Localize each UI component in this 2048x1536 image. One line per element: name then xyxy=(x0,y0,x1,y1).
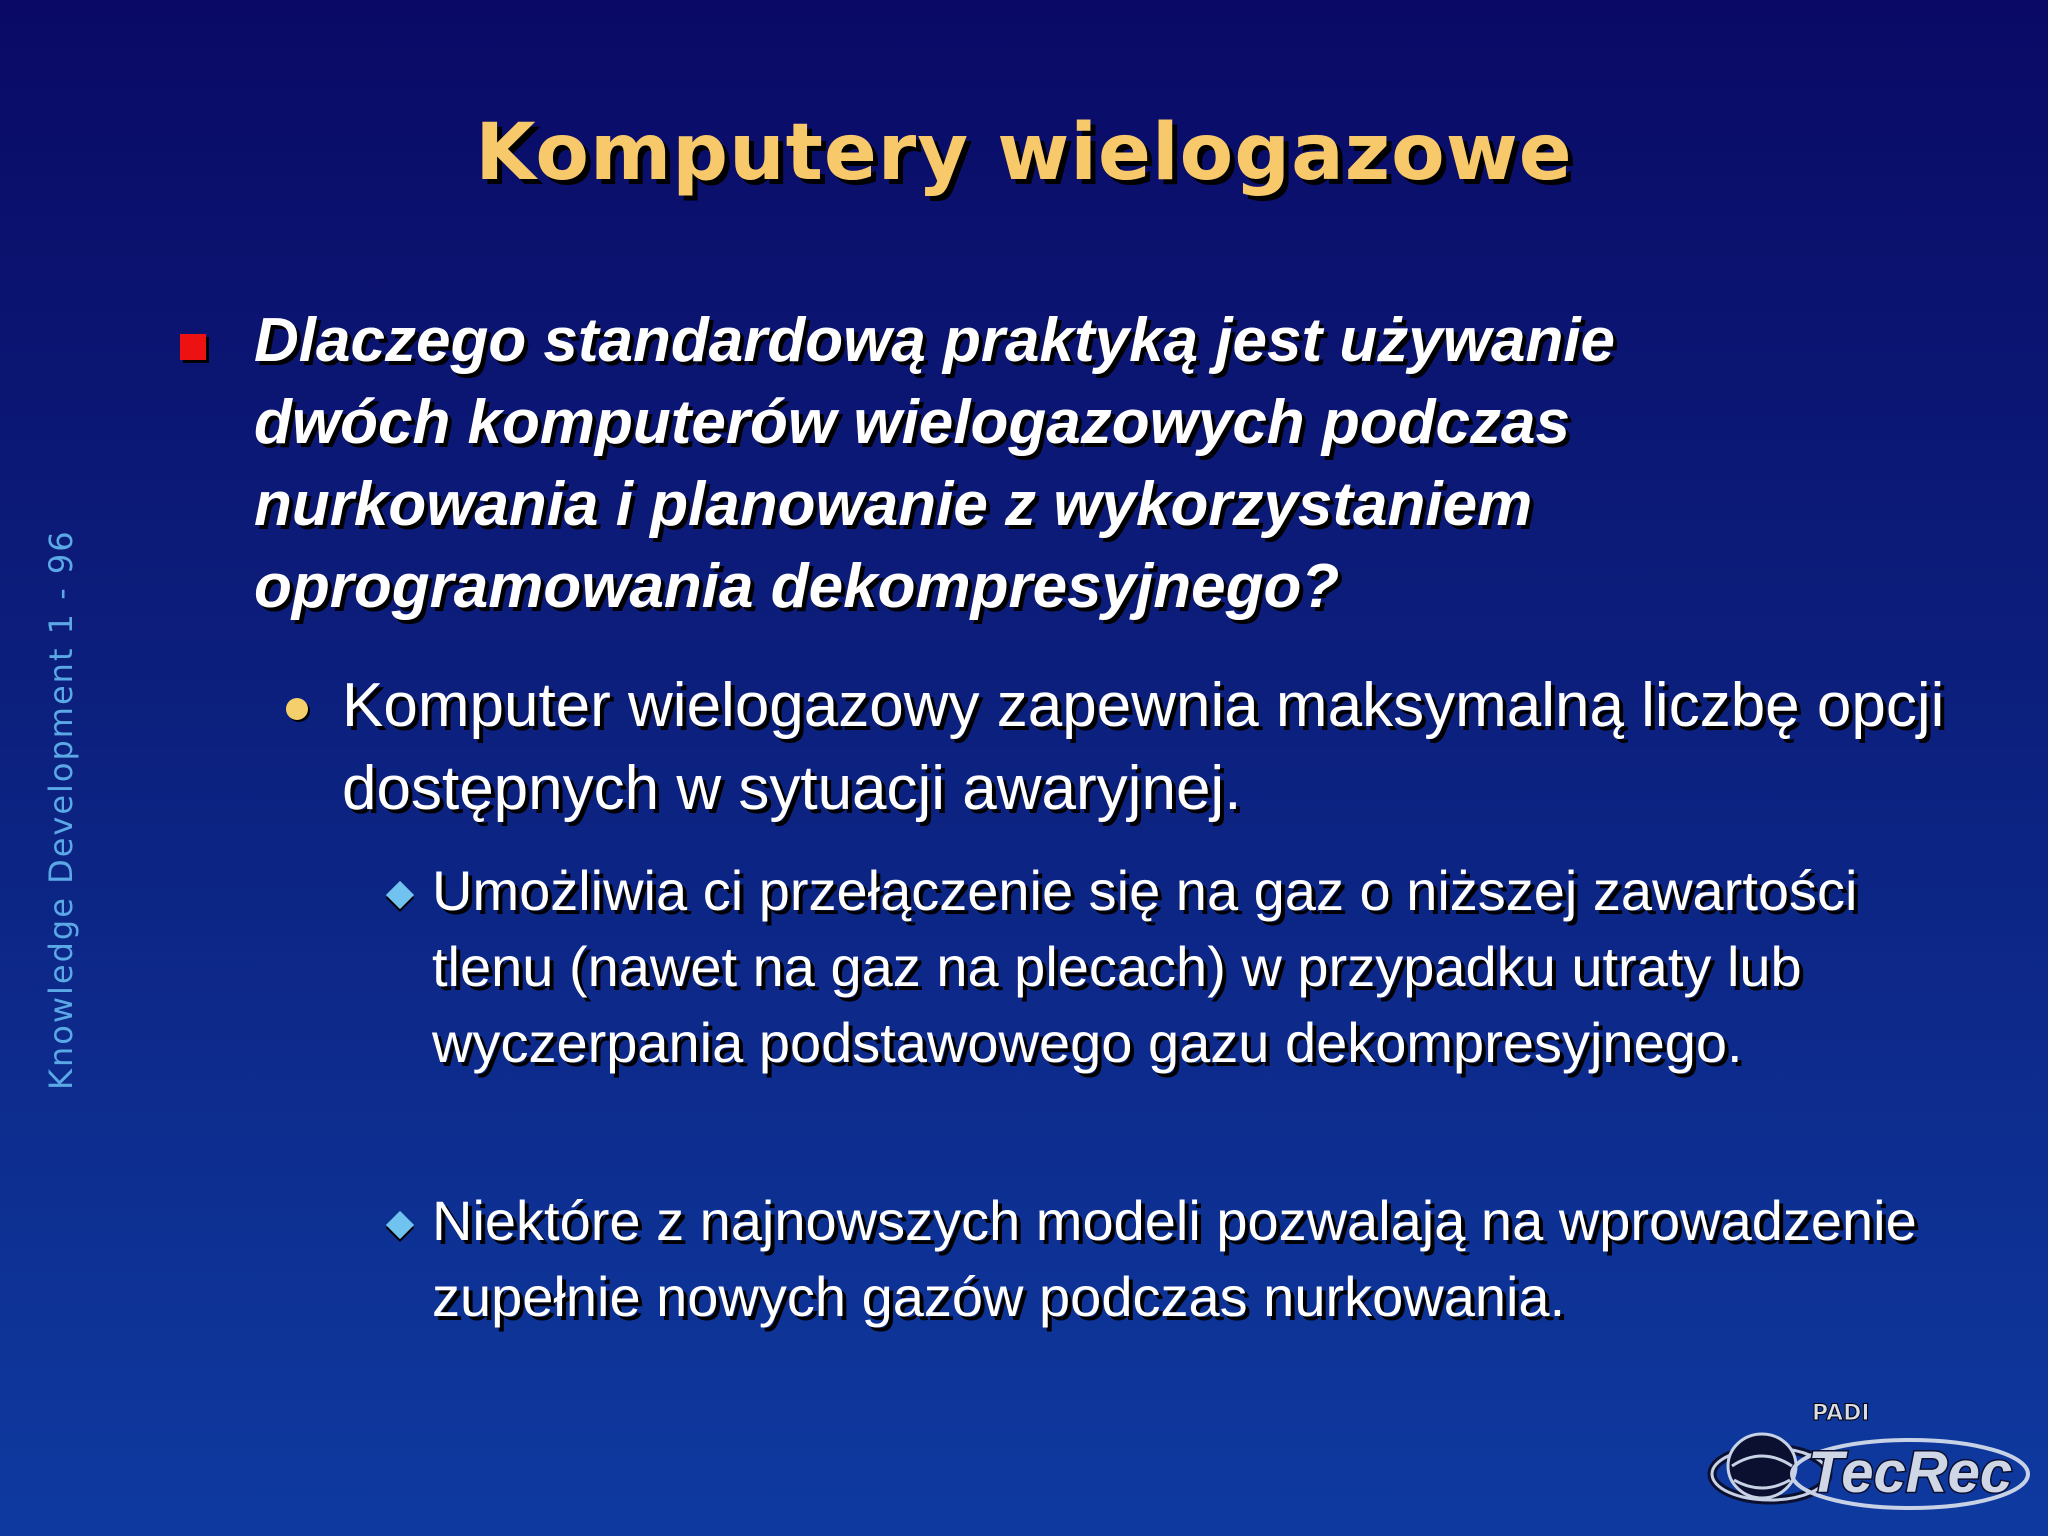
square-bullet-icon xyxy=(180,334,206,360)
sub-point-2: Niektóre z najnowszych modeli pozwalają na wprowadzenie zupełnie nowych gazów podczas nurkowania. xyxy=(432,1189,1917,1328)
round-bullet-icon xyxy=(286,698,308,720)
logo-main-text: TecRec xyxy=(1808,1440,2013,1505)
side-label: Knowledge Development 1 - 96 xyxy=(42,529,80,1090)
diamond-bullet-icon xyxy=(386,881,414,909)
diamond-bullet-icon xyxy=(386,1211,414,1239)
sub-point-1: Umożliwia ci przełączenie się na gaz o niższej zawartości tlenu (nawet na gaz na plecach) w przypadku utraty lub wyczerpania podstawowego gazu dekompresyjnego. xyxy=(432,859,1858,1074)
padi-tecrec-logo xyxy=(1700,1396,2030,1516)
logo-top-text: PADI xyxy=(1812,1401,1870,1426)
slide-title: Komputery wielogazowe xyxy=(475,108,1573,198)
question-text: Dlaczego standardową praktyką jest używanie dwóch komputerów wielogazowych podczas nurkowania i planowanie z wykorzystaniem oprogramowania dekompresyjnego? xyxy=(254,306,1616,621)
answer-text: Komputer wielogazowy zapewnia maksymalną liczbę opcji dostępnych w sytuacji awaryjnej. xyxy=(342,671,1945,823)
